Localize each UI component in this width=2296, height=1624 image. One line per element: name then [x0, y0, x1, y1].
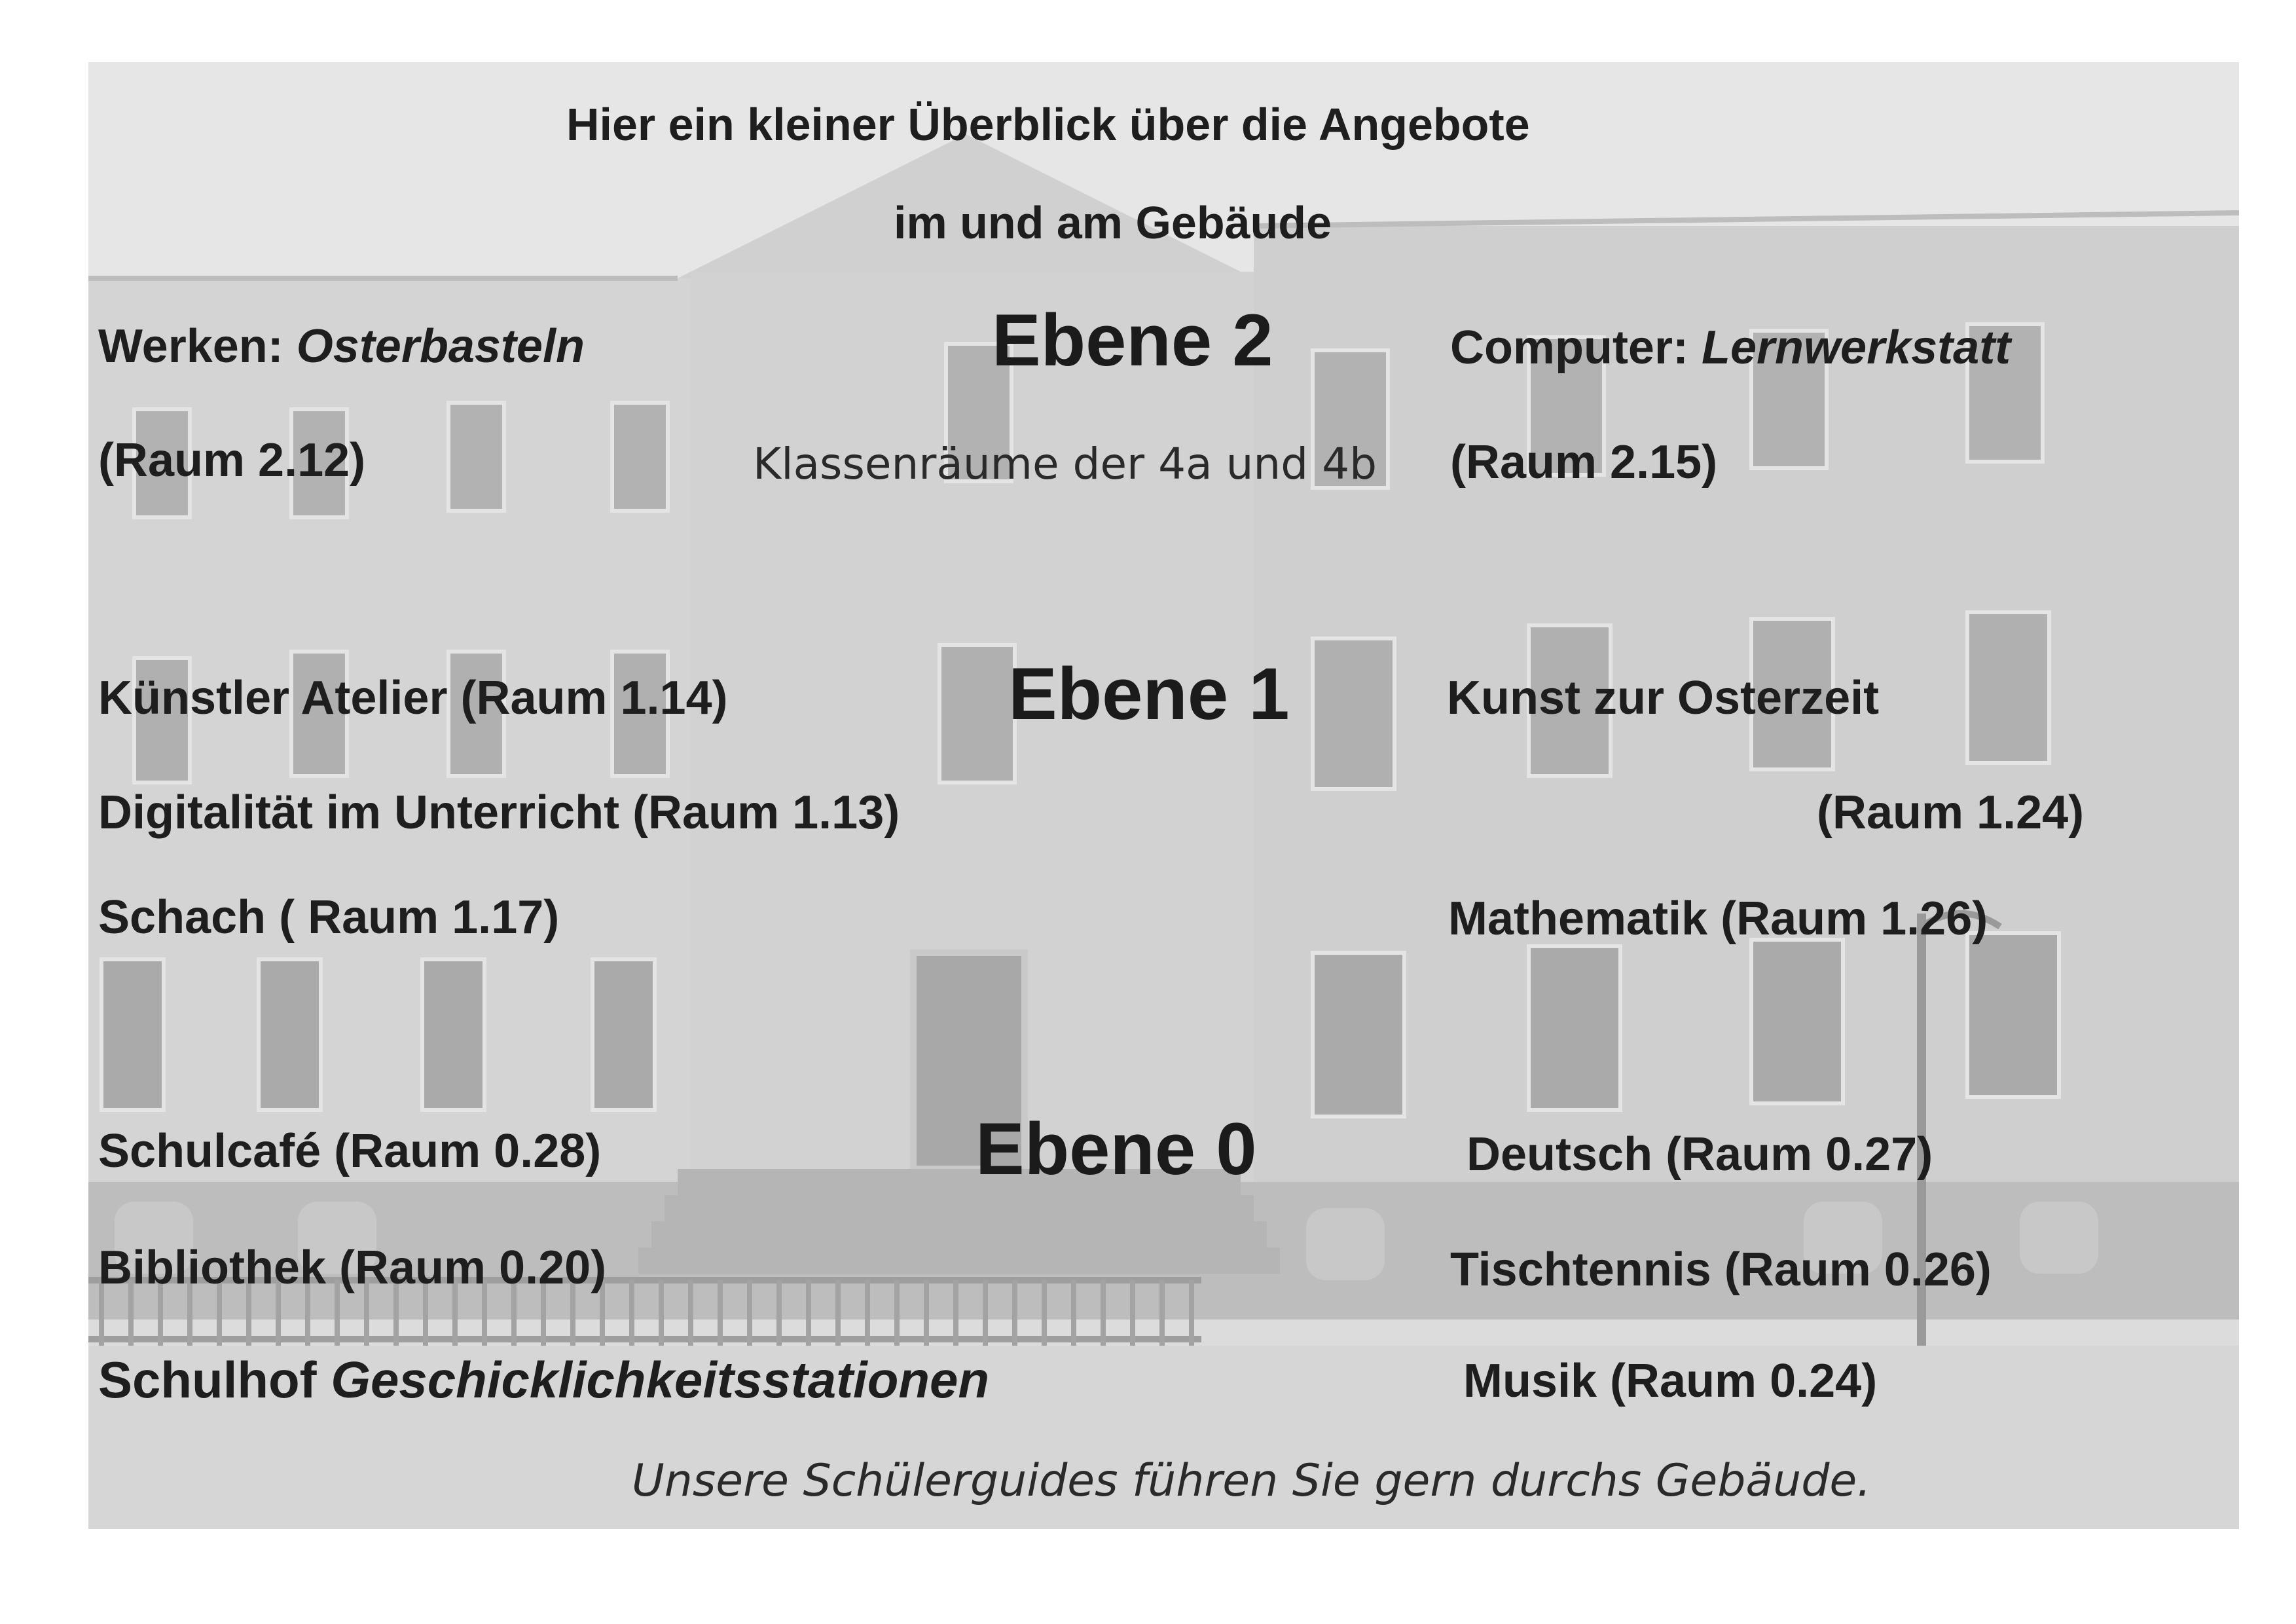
werken-line — [98, 320, 585, 373]
kunst-zur-osterzeit: Kunst zur Osterzeit — [1447, 672, 1880, 724]
werken-label: Werken: — [98, 320, 283, 373]
footer-note: Unsere Schülerguides führen Sie gern durchs Gebäude. — [632, 1455, 1871, 1507]
werken-room: (Raum 2.12) — [98, 434, 366, 487]
level-0-right-item: Tischtennis (Raum 0.26) — [1450, 1244, 1992, 1296]
level-1-left-item: Schach ( Raum 1.17) — [98, 891, 560, 944]
schulhof-line — [98, 1350, 989, 1410]
level-1-heading: Ebene 1 — [1008, 653, 1290, 735]
werken-topic: Osterbasteln — [296, 320, 585, 373]
schulhof-label: Schulhof — [98, 1351, 317, 1409]
schulhof-topic: Geschicklichkeitsstationen — [331, 1351, 990, 1409]
level-0-right-item: Musik (Raum 0.24) — [1463, 1355, 1878, 1407]
level-0-heading: Ebene 0 — [975, 1108, 1257, 1190]
level-0-left-item: Bibliothek (Raum 0.20) — [98, 1242, 607, 1294]
computer-label: Computer: — [1450, 322, 1688, 374]
header-line-2: im und am Gebäude — [894, 197, 1332, 248]
computer-topic: Lernwerkstatt — [1702, 322, 2011, 374]
level-1-left-item: Digitalität im Unterricht (Raum 1.13) — [98, 786, 900, 839]
level-1-left-item: Künstler Atelier (Raum 1.14) — [98, 672, 728, 724]
computer-line — [1450, 321, 2011, 375]
kunst-room: (Raum 1.24) — [1817, 786, 2085, 839]
header-line-1: Hier ein kleiner Überblick über die Angebote — [566, 99, 1530, 150]
mathematik: Mathematik (Raum 1.26) — [1448, 893, 1988, 945]
level-2-subtitle: Klassenräume der 4a und 4b — [753, 439, 1377, 489]
level-2-heading: Ebene 2 — [992, 299, 1273, 381]
level-0-right-item: Deutsch (Raum 0.27) — [1467, 1128, 1933, 1181]
computer-room: (Raum 2.15) — [1450, 436, 1718, 489]
level-0-left-item: Schulcafé (Raum 0.28) — [98, 1125, 602, 1177]
